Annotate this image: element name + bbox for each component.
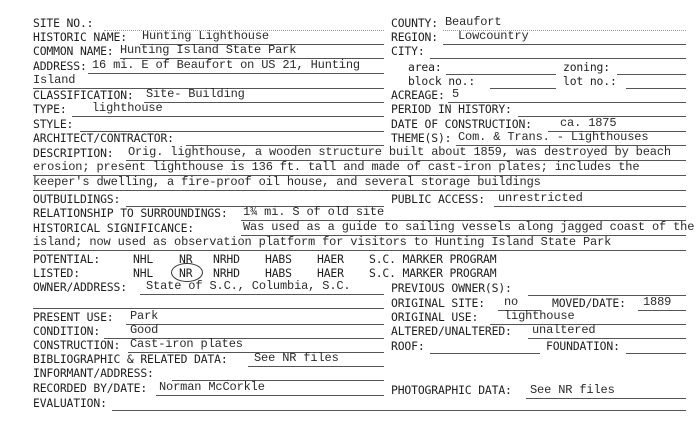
address-value-line1: 16 mi. E of Beaufort on US 21, Hunting [92, 58, 360, 72]
owner-label: OWNER/ADDRESS: [33, 280, 127, 294]
original-site-label: ORIGINAL SITE: [391, 296, 485, 310]
listed-haer: HAER [317, 266, 344, 280]
construction-value: Cast-iron plates [130, 337, 243, 351]
altered-label: ALTERED/UNALTERED: [391, 324, 512, 338]
relationship-value: 1¾ mi. S of old site [243, 205, 385, 219]
common-name-value: Hunting Island State Park [120, 43, 297, 57]
common-name-label: COMMON NAME: [33, 44, 114, 58]
condition-value: Good [130, 323, 159, 337]
foundation-label: FOUNDATION: [546, 339, 620, 353]
style-label: STYLE: [33, 117, 74, 131]
bibliographic-value: See NR files [254, 351, 339, 365]
date-construction-label: DATE OF CONSTRUCTION: [391, 117, 532, 131]
photographic-rule [526, 398, 686, 399]
moved-date-value: 1889 [643, 295, 672, 309]
block-no-label: block no.: [408, 74, 476, 88]
address-rule-1 [88, 73, 384, 74]
roof-rule [430, 353, 540, 354]
listed-habs: HABS [265, 266, 292, 280]
roof-label: ROOF: [391, 339, 425, 353]
potential-label: POTENTIAL: [33, 252, 101, 266]
significance-rule-2 [33, 250, 686, 251]
potential-nrhd: NRHD [213, 252, 240, 266]
recorded-by-label: RECORDED BY/DATE: [33, 381, 148, 395]
listed-label: LISTED: [33, 266, 80, 280]
potential-marker: S.C. MARKER PROGRAM [369, 252, 497, 266]
significance-line2: island; now used as observation platform for visitors to Hunting Island State Park [33, 235, 612, 249]
original-site-value: no [504, 295, 519, 309]
previous-owners-label: PREVIOUS OWNER(S): [391, 281, 512, 295]
period-label: PERIOD IN HISTORY: [391, 102, 512, 116]
listed-marker: S.C. MARKER PROGRAM [369, 266, 497, 280]
county-value: Beaufort [445, 15, 502, 29]
relationship-label: RELATIONSHIP TO SURROUNDINGS: [33, 206, 228, 220]
description-line3: keeper's dwelling, a fire-proof oil house, and several storage buildings [33, 175, 541, 189]
owner-rule-2 [33, 308, 384, 309]
present-use-rule [126, 324, 384, 325]
acreage-label: ACREAGE: [391, 88, 445, 102]
moved-date-rule [638, 310, 686, 311]
classification-value: Site- Building [146, 87, 245, 101]
bibliographic-label: BIBLIOGRAPHIC & RELATED DATA: [33, 352, 228, 366]
condition-label: CONDITION: [33, 324, 101, 338]
lot-no-rule [626, 88, 686, 89]
bibliographic-rule [248, 366, 384, 367]
original-use-label: ORIGINAL USE: [391, 310, 479, 324]
significance-label: HISTORICAL SIGNIFICANCE: [33, 221, 194, 235]
lot-no-label: lot no.: [563, 74, 617, 88]
description-line1: Orig. lighthouse, a wooden structure built about 1859, was destroyed by beach [128, 145, 671, 159]
city-rule [430, 58, 686, 59]
type-label: TYPE: [33, 102, 67, 116]
historic-name-label: HISTORIC NAME: [33, 30, 127, 44]
public-access-value: unrestricted [498, 191, 583, 205]
listed-nrhd: NRHD [213, 266, 240, 280]
description-rule-3 [33, 190, 686, 191]
date-construction-value: ca. 1875 [560, 116, 617, 130]
region-value: Lowcountry [458, 29, 529, 43]
significance-line1: Was used as a guide to sailing vessels along jagged coast of the [243, 220, 695, 234]
present-use-value: Park [130, 309, 159, 323]
site-no-label: SITE NO.: [33, 16, 94, 30]
architect-label: ARCHITECT/CONTRACTOR: [33, 131, 174, 145]
city-label: CITY: [391, 44, 425, 58]
type-value: lighthouse [92, 101, 163, 115]
owner-rule [140, 294, 384, 295]
description-label: DESCRIPTION: [33, 146, 114, 160]
listed-nhl: NHL [133, 266, 154, 280]
photographic-value: See NR files [530, 383, 615, 397]
recorded-by-rule [156, 395, 384, 396]
owner-value: State of S.C., Columbia, S.C. [146, 279, 351, 293]
informant-label: INFORMANT/ADDRESS: [33, 366, 154, 380]
outbuildings-label: OUTBUILDINGS: [33, 192, 121, 206]
present-use-label: PRESENT USE: [33, 310, 114, 324]
historic-name-value: Hunting Lighthouse [142, 29, 269, 43]
description-line2: erosion; present lighthouse is 136 ft. tall and made of cast-iron plates; includes the [33, 160, 640, 174]
potential-habs: HABS [265, 252, 292, 266]
address-label: ADDRESS: [33, 59, 87, 73]
zoning-rule [617, 74, 686, 75]
evaluation-rule [112, 410, 686, 411]
county-label: COUNTY: [391, 16, 438, 30]
altered-value: unaltered [532, 323, 596, 337]
photographic-label: PHOTOGRAPHIC DATA: [391, 383, 512, 397]
acreage-value: 5 [452, 87, 460, 101]
classification-rule [144, 102, 384, 103]
type-rule [72, 116, 384, 117]
region-rule [443, 44, 686, 45]
public-access-label: PUBLIC ACCESS: [391, 192, 485, 206]
themes-value: Com. & Trans. - Lighthouses [458, 130, 649, 144]
themes-label: THEME(S): [391, 131, 452, 145]
potential-nhl: NHL [133, 252, 154, 266]
original-use-value: lighthouse [504, 309, 575, 323]
region-label: REGION: [391, 30, 438, 44]
moved-date-label: MOVED/DATE: [552, 296, 626, 310]
evaluation-label: EVALUATION: [33, 396, 107, 410]
potential-haer: HAER [317, 252, 344, 266]
construction-label: CONSTRUCTION: [33, 338, 121, 352]
zoning-label: zoning: [563, 60, 610, 74]
recorded-by-value: Norman McCorkle [159, 380, 265, 394]
block-no-rule [490, 88, 556, 89]
classification-label: CLASSIFICATION: [33, 88, 134, 102]
foundation-rule [626, 353, 686, 354]
area-label: area: [408, 60, 442, 74]
public-access-rule [494, 206, 686, 207]
potential-nr: NR [179, 252, 193, 266]
listed-nr: NR [179, 266, 193, 280]
address-value-line2: Island [33, 73, 76, 87]
